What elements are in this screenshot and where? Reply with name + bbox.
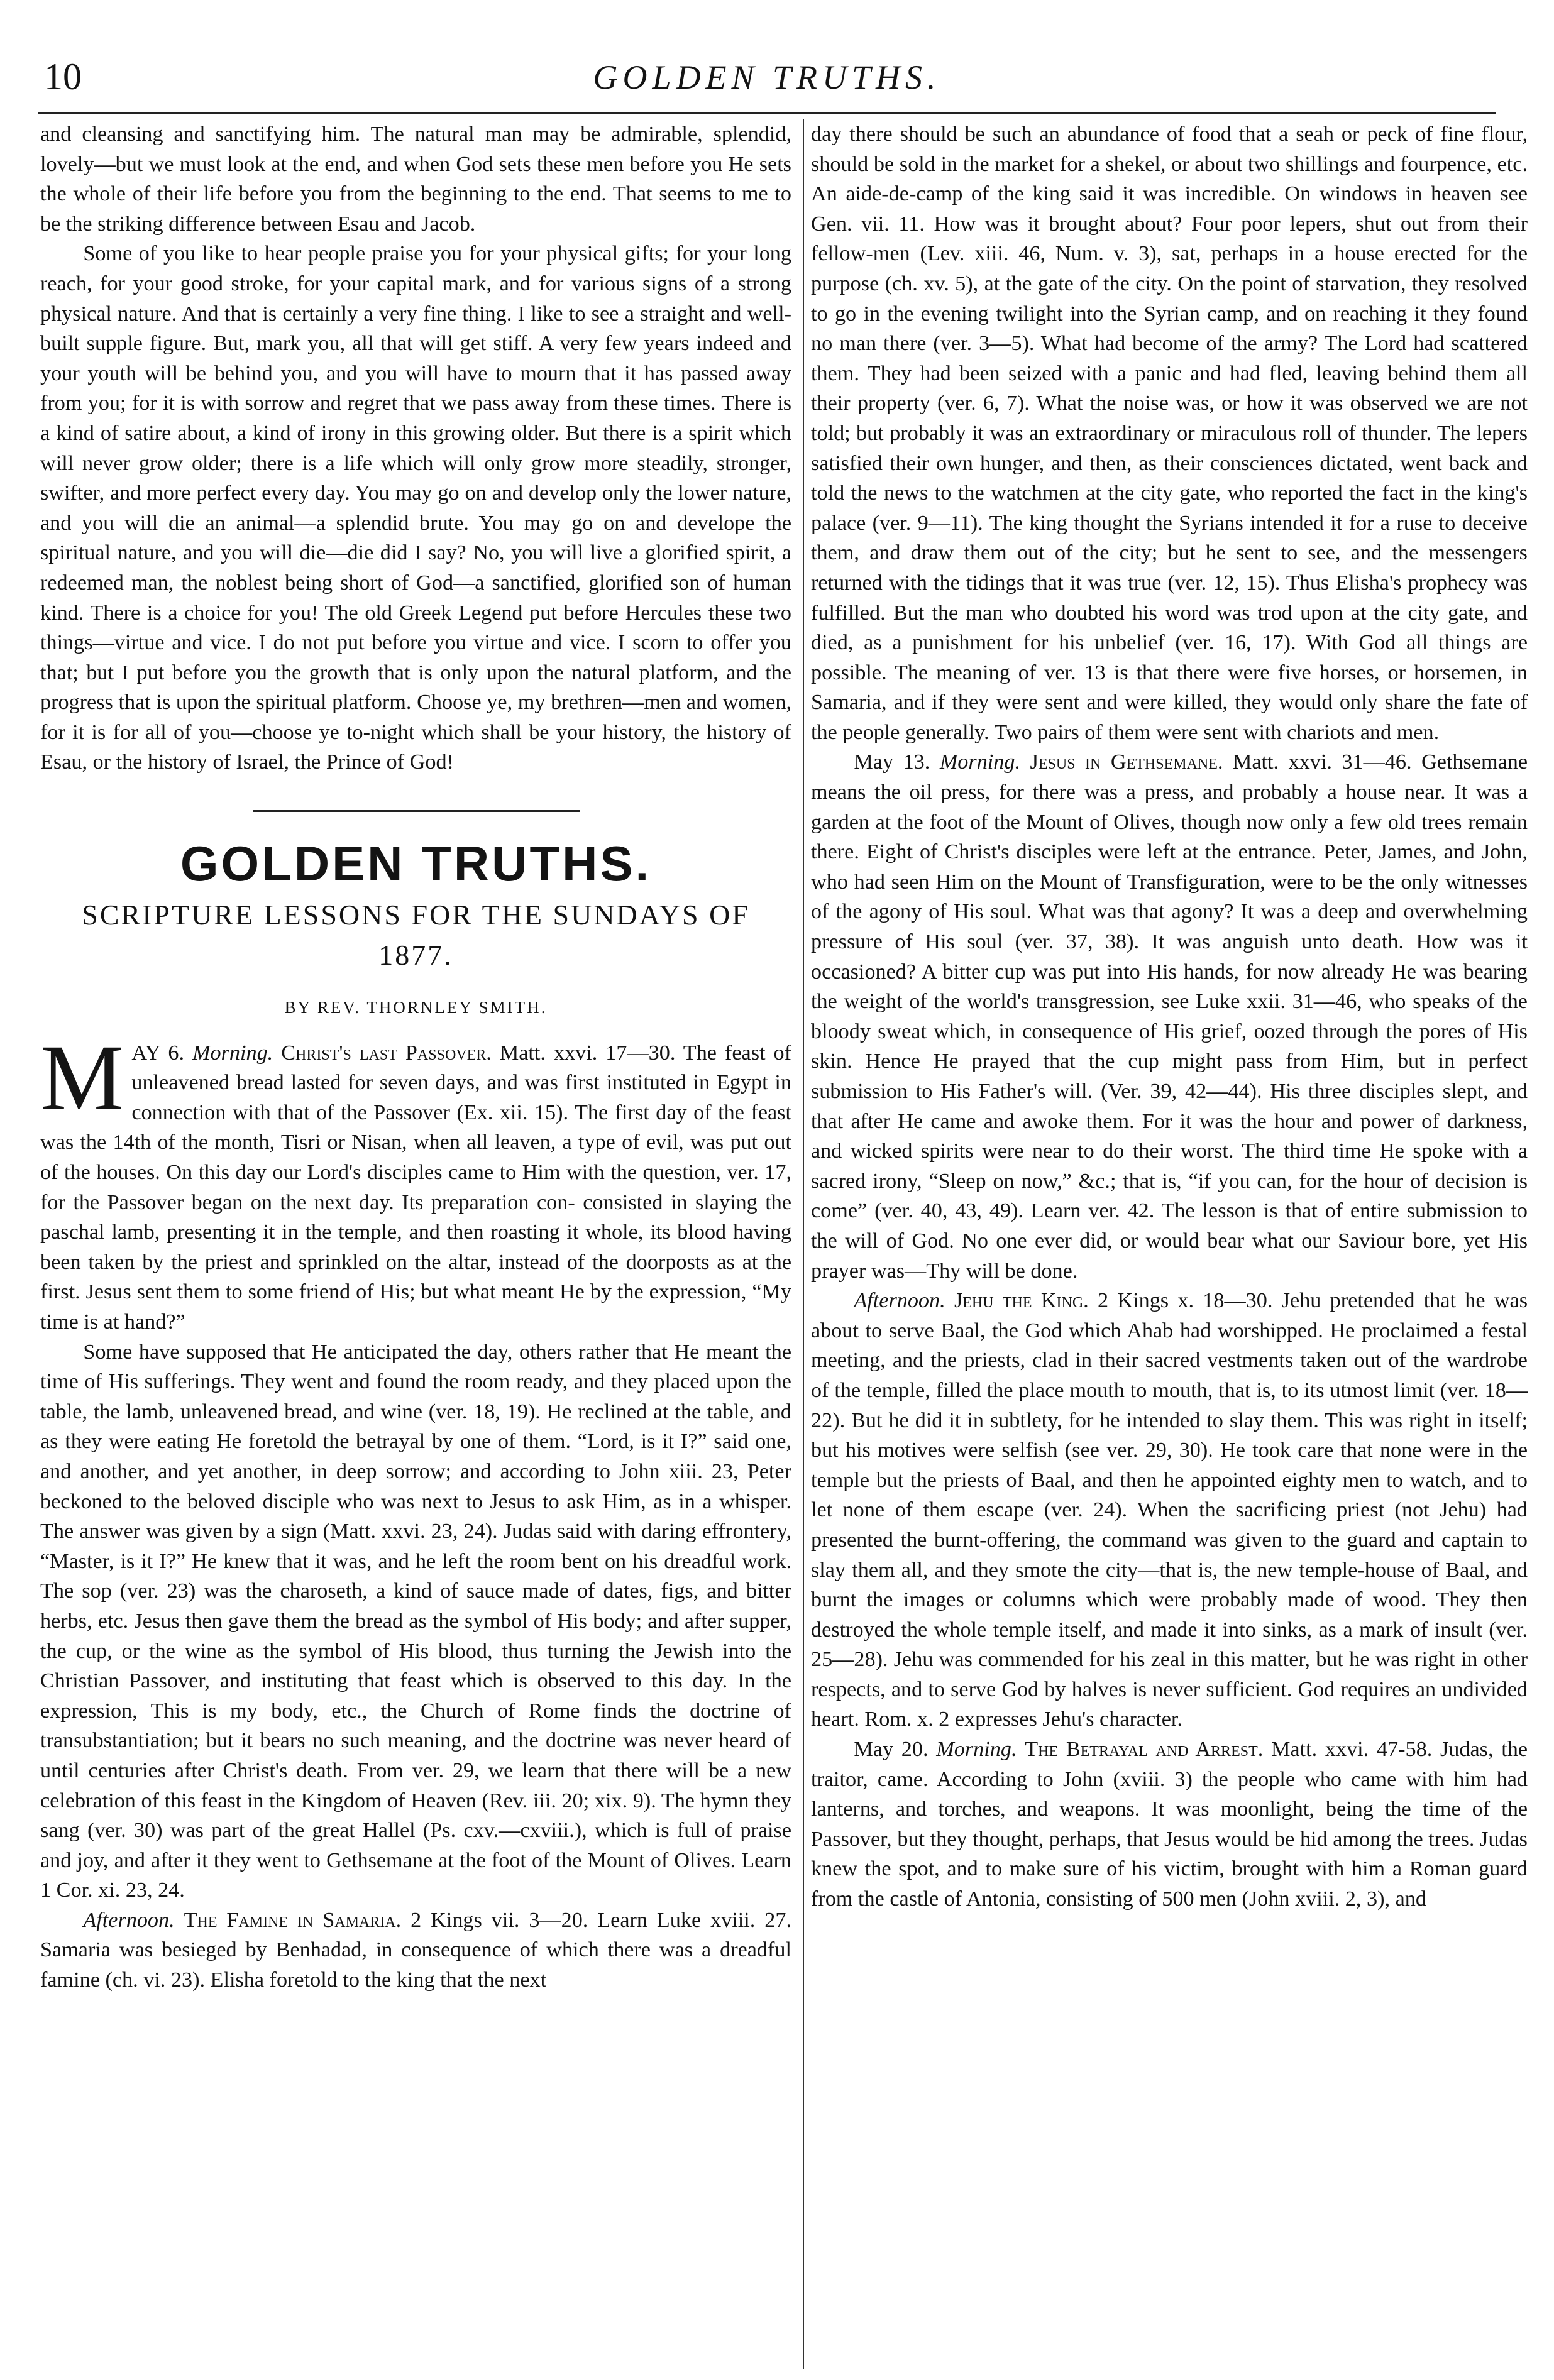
lesson-text: 2 Kings x. 18—30. Jehu pretended that he was about to serve Baal, the God which Ahab had worshipped. He proclaimed a festal meeting, and the priests, clad in their sacred vestments taken out of the wardrobe of the temple, filled the place mouth to mouth, that is, to its utmost limit (ver. 18—22). But he did it in subtlety, for he intended to slay them. This was right in itself; but his motives were selfish (see ver. 29, 30). He took care that none were in the temple but the priests of Baal, and then he appointed eighty men to watch, and to let none of them escape (ver. 24). When the sacrificing priest (not Jehu) had presented the burnt-offering, the command was given to the guard and captain to slay them all, and they smote the city—that is, the new temple-house of Baal, and burnt the images or columns which were probably made of wood. They then destroyed the whole temple itself, and made it into sinks, as a mark of insult (ver. 25—28). Jehu was commended for his zeal in this matter, but he was right in other respects, and to serve God by halves is never sufficient. God requires an undivided heart. Rom. x. 2 expresses Jehu's character. xyxy=(811,1289,1528,1731)
lesson-session: Afternoon. xyxy=(83,1908,175,1932)
lesson-topic: Jehu the King. xyxy=(954,1289,1089,1313)
lesson-topic: The Betrayal and Arrest. xyxy=(1025,1738,1264,1762)
section-subtitle: SCRIPTURE LESSONS FOR THE SUNDAYS OF 1877. xyxy=(82,899,750,972)
section-divider xyxy=(253,810,580,812)
intro-paragraph-1: and cleansing and sanctifying him. The natural man may be admirable, splendid, lovely—but we must look at the end, and when God sets these men before you He sets the whole of their life before you from the beginning to the end. That seems to me to be the striking difference between Esau and Jacob. xyxy=(40,123,791,236)
drop-cap: M xyxy=(40,1025,124,1130)
lesson-may-6-morning xyxy=(40,1025,791,1337)
lesson-date: May 13. xyxy=(854,750,930,774)
lesson-topic: The Famine in Samaria. xyxy=(184,1908,402,1932)
continuation-paragraph: day there should be such an abundance of food that a seah or peck of fine flour, should be sold in the market for a shekel, or about two shillings and fourpence, etc. An aide-de-camp of the king said it was incredible. On windows in heaven see Gen. vii. 11. How was it brought about? Four poor lepers, shut out from their fellow-men (Lev. xiii. 46, Num. v. 3), sat, perhaps in a house erected for the purpose (ch. xv. 5), at the gate of the city. On the point of starvation, they resolved to go in the evening twilight into the Syrian camp, and on reaching it they found no man there (ver. 3—5). What had become of the army? The Lord had scattered them. They had been seized with a panic and had fled, leaving behind them all their property (ver. 6, 7). What the noise was, or how it was observed we are not told; but probably it was an extraordinary or miraculous roll of thunder. The lepers satisfied their own hunger, and then, as their consciences dictated, went back and told the news to the watchmen at the city gate, who reported the fact in the king's palace (ver. 9—11). The king thought the Syrians intended it for a ruse to deceive them, and draw them out of the city; but he sent to see, and the messengers returned with the tidings that it was true (ver. 12, 15). Thus Elisha's prophecy was fulfilled. But the man who doubted his word was trod upon at the city gate, and died, as a punishment for his unbelief (ver. 16, 17). With God all things are possible. The meaning of ver. 13 is that there were five horses, or horsemen, in Samaria, and if they were sent and were killed, they would only share the fate of the people generally. Two pairs of them were sent with chariots and men. xyxy=(811,123,1528,744)
lesson-session: Morning. xyxy=(939,750,1021,774)
lesson-text: Matt. xxvi. 31—46. Gethsemane means the oil press, for there was a press, and probably a house near. It was a garden at the foot of the Mount of Olives, though now only a few old trees remain there. Eight of Christ's disciples were left at the entrance. Peter, James, and John, who had seen Him on the Mount of Transfiguration, were to be the only witnesses of the agony of His soul. What was that agony? It was a deep and overwhelming pressure of His soul (ver. 37, 38). It was anguish unto death. How was it occasioned? A bitter cup was put into His hands, for now already He was bearing the weight of the world's transgression, see Luke xxii. 31—46, who speaks of the bloody sweat which, in consequence of His grief, oozed through the pores of His skin. Hence He prayed that the cup might pass from Him, but in perfect submission to His Father's will. (Ver. 39, 42—44). His three disciples slept, and that after He came and awoke them. For it was the hour and power of darkness, and wicked spirits were near to do their worst. The third time He spoke with a sacred irony, “Sleep on now,” &c.; that is, “if you can, for the hour of decision is come” (ver. 40, 43, 49). Learn ver. 42. The lesson is that of entire submission to the will of God. No one ever did, or would bear what our Saviour bore, yet His prayer was—Thy will be done. xyxy=(811,750,1528,1283)
page-header xyxy=(38,55,1496,114)
running-title: GOLDEN TRUTHS. xyxy=(593,58,941,96)
lesson-text: 2 Kings vii. 3—20. Learn Luke xviii. 27. Samaria was besieged by Benhadad, in consequence of which there was a dreadful famine (ch. vi. 23). Elisha foretold to the king that the next xyxy=(40,1908,792,1992)
right-column xyxy=(811,119,1528,2369)
byline: BY REV. THORNLEY SMITH. xyxy=(284,998,548,1017)
lesson-text: Matt. xxvi. 47-58. Judas, the traitor, came. According to John (xviii. 3) the people who came with him had lanterns, and torches, and weapons. It was moonlight, being the time of the Passover, but they thought, perhaps, that Jesus would be hid among the trees. Judas knew the spot, and to make sure of his victim, brought with him a Roman guard from the castle of Antonia, consisting of 500 men (John xviii. 2, 3), and xyxy=(811,1738,1528,1911)
left-column xyxy=(40,119,804,2369)
lesson-session: Morning. xyxy=(936,1738,1017,1762)
lesson-date: AY 6. xyxy=(131,1041,184,1065)
section-title: GOLDEN TRUTHS. xyxy=(180,836,652,892)
lesson-date: May 20. xyxy=(854,1738,929,1762)
lesson-may-13-morning xyxy=(811,747,1528,1286)
lesson-session: Morning. xyxy=(192,1041,273,1065)
page-number: 10 xyxy=(44,56,82,97)
lesson-may-6-afternoon xyxy=(40,1906,791,1995)
lesson-session: Afternoon. xyxy=(854,1289,945,1313)
lesson-body-paragraph: Some have supposed that He anticipated the day, others rather that He meant the time of His sufferings. They went and found the room ready, and they placed upon the table, the lamb, unleavened bread, and wine (ver. 18, 19). He reclined at the table, and as they were eating He foretold the betrayal by one of them. “Lord, is it I?” said one, and another, and yet another, in deep sorrow; and according to John xiii. 23, Peter beckoned to the beloved disciple who was next to Jesus to ask Him, as in a whisper. The answer was given by a sign (Matt. xxvi. 23, 24). Judas said with daring effrontery, “Master, is it I?” He knew that it was, and he left the room bent on his dreadful work. The sop (ver. 23) was the charoseth, a kind of sauce made of dates, figs, and bitter herbs, etc. Jesus then gave them the bread as the symbol of His body; and after supper, the cup, or the wine as the symbol of His blood, thus turning the Jewish into the Christian Passover, and instituting that feast which is observed to this day. In the expression, This is my body, etc., the Church of Rome finds the doctrine of transubstantiation; but it bears no such meaning, and the doctrine was never heard of until centuries after Christ's death. From ver. 29, we learn that there will be a new celebration of this feast in the Kingdom of Heaven (Rev. iii. 20; xix. 9). The hymn they sang (ver. 30) was part of the great Hallel (Ps. cxv.—cxviii.), which is full of praise and joy, and after it they went to Gethsemane at the foot of the Mount of Olives. Learn 1 Cor. xi. 23, 24. xyxy=(40,1340,791,1902)
intro-paragraph-2: Some of you like to hear people praise you for your physical gifts; for your long reach, for your good stroke, for your capital mark, and for various signs of a strong physical nature. And that is certainly a very fine thing. I like to see a straight and well-built supple figure. But, mark you, all that will get stiff. A very few years indeed and your youth will be behind you, and you will have to mourn that it has passed away from you; for it is with sorrow and regret that we pass away from these times. There is a kind of satire about, a kind of irony in this growing older. But there is a spirit which will never grow older; there is a life which will only grow more steadily, stronger, swifter, and more perfect every day. You may go on and develop only the lower nature, and you will die an animal—a splendid brute. You may go on and develope the spiritual nature, and you will die—die did I say? No, you will live a glorified spirit, a redeemed man, the noblest being short of God—a sanctified, glorified son of human kind. There is a choice for you! The old Greek Legend put before Hercules these two things—virtue and vice. I do not put before you virtue and vice. I scorn to offer you that; but I put before you the growth that is only upon the natural platform, and the progress that is upon the spiritual platform. Choose ye, my brethren—men and women, for it is for all of you—choose ye to-night which shall be your history, the history of Esau, or the history of Israel, the Prince of God! xyxy=(40,242,791,774)
lesson-may-13-afternoon xyxy=(811,1286,1528,1735)
lesson-may-20-morning xyxy=(811,1735,1528,1914)
lesson-topic: Jesus in Gethsemane. xyxy=(1030,750,1223,774)
lesson-topic: Christ's last Passover. xyxy=(281,1041,492,1065)
lesson-text: Matt. xxvi. 17—30. The feast of unleavened bread lasted for seven days, and was first instituted in Egypt in connection with that of the Passover (Ex. xii. 15). The first day of the feast was the 14th of the month, Tisri or Nisan, when all leaven, a type of evil, was put out of the houses. On this day our Lord's disciples came to Him with the question, ver. 17, for the Passover began on the next day. Its preparation con- consisted in slaying the paschal lamb, presenting it in the temple, and then roasting it whole, its blood having been taken by the priest and sprinkled on the altar, instead of the doorposts as at the first. Jesus sent them to some friend of His; but what meant He by the expression, “My time is at hand?” xyxy=(40,1041,791,1334)
